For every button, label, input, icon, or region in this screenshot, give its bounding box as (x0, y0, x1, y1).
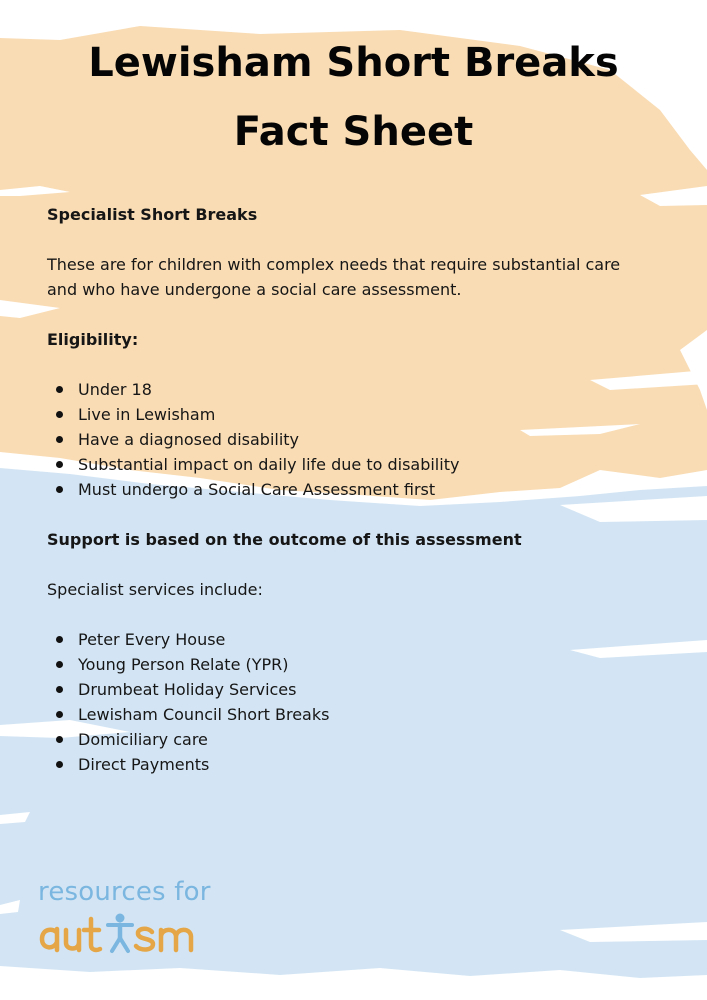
list-item: Young Person Relate (YPR) (47, 652, 329, 677)
autism-wordmark-icon (38, 911, 238, 957)
list-item: Substantial impact on daily life due to disability (47, 452, 459, 477)
list-item: Lewisham Council Short Breaks (47, 702, 329, 727)
page-title-line1: Lewisham Short Breaks (88, 40, 619, 86)
list-item: Direct Payments (47, 752, 329, 777)
bullet-icon (56, 761, 63, 768)
services-intro: Specialist services include: (47, 580, 263, 599)
resources-for-autism-logo (38, 875, 238, 960)
list-item: Drumbeat Holiday Services (47, 677, 329, 702)
list-item: Peter Every House (47, 627, 329, 652)
bullet-icon (56, 636, 63, 643)
intro-line1: These are for children with complex needs that require substantial care (47, 255, 621, 274)
eligibility-list (47, 377, 459, 502)
bullet-icon (56, 661, 63, 668)
list-item: Domiciliary care (47, 727, 329, 752)
bullet-icon (56, 411, 63, 418)
bullet-icon (56, 686, 63, 693)
intro-line2: and who have undergone a social care assessment. (47, 280, 462, 299)
bullet-icon (56, 436, 63, 443)
list-item: Have a diagnosed disability (47, 427, 459, 452)
eligibility-heading: Eligibility: (47, 330, 139, 349)
bullet-icon (56, 461, 63, 468)
bullet-icon (56, 711, 63, 718)
list-item: Under 18 (47, 377, 459, 402)
bullet-icon (56, 736, 63, 743)
list-item: Must undergo a Social Care Assessment first (47, 477, 459, 502)
section-heading: Specialist Short Breaks (47, 205, 258, 224)
page-title-line2: Fact Sheet (233, 109, 474, 155)
support-note: Support is based on the outcome of this assessment (47, 530, 522, 549)
bullet-icon (56, 386, 63, 393)
bullet-icon (56, 486, 63, 493)
logo-line1: resources for (38, 877, 211, 907)
services-list (47, 627, 329, 777)
list-item: Live in Lewisham (47, 402, 459, 427)
